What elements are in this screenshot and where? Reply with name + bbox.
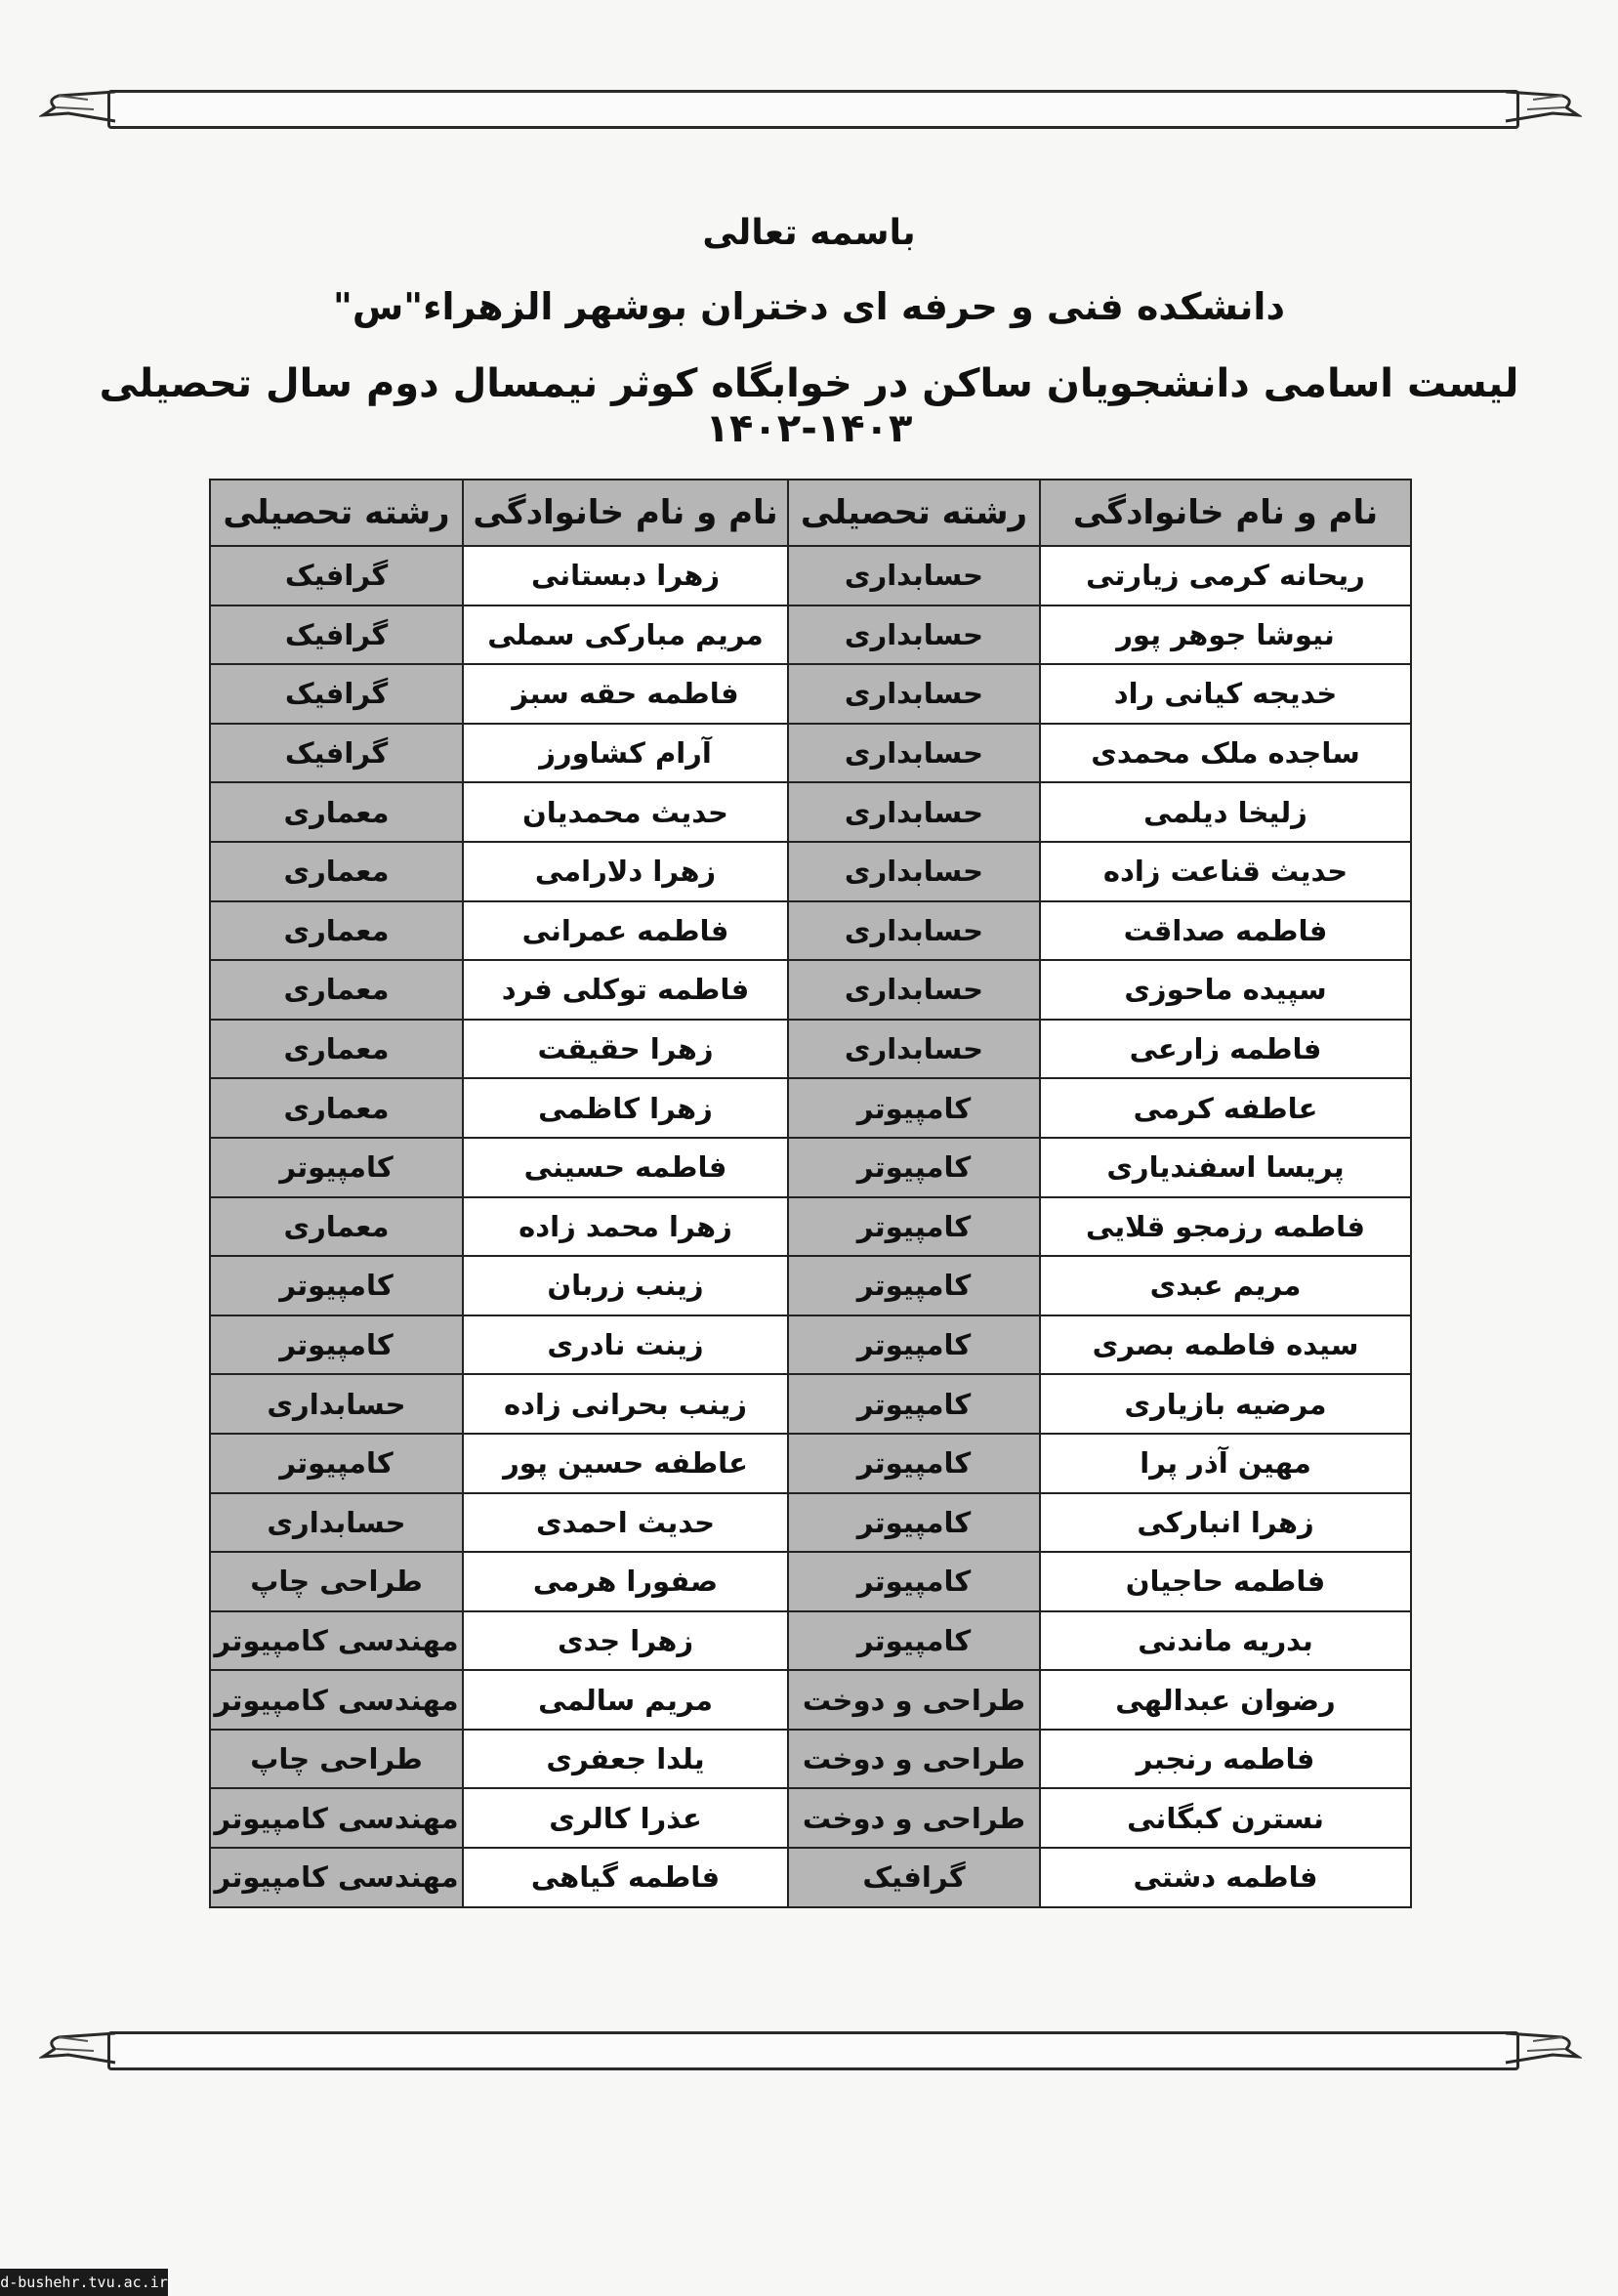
header-major-2: رشته تحصیلی xyxy=(210,480,463,546)
student-name: مریم مبارکی سملی xyxy=(463,605,788,665)
student-major: طراحی چاپ xyxy=(210,1552,463,1611)
table-row xyxy=(210,782,1411,842)
table-row xyxy=(210,1670,1411,1730)
table-row xyxy=(210,901,1411,961)
student-name: زهرا دبستانی xyxy=(463,546,788,605)
table-row xyxy=(210,1493,1411,1553)
student-name: زهرا جدی xyxy=(463,1611,788,1671)
student-major: کامپیوتر xyxy=(788,1493,1040,1553)
student-major: کامپیوتر xyxy=(788,1197,1040,1257)
student-major: مهندسی کامپیوتر xyxy=(210,1788,463,1848)
student-major: مهندسی کامپیوتر xyxy=(210,1670,463,1730)
table-row xyxy=(210,1434,1411,1493)
student-name: عاطفه حسین پور xyxy=(463,1434,788,1493)
student-name: فاطمه رنجبر xyxy=(1040,1730,1411,1789)
student-major: معماری xyxy=(210,782,463,842)
table-row xyxy=(210,605,1411,665)
student-name: مریم عبدی xyxy=(1040,1256,1411,1315)
student-name: مهین آذر پرا xyxy=(1040,1434,1411,1493)
student-major: طراحی و دوخت xyxy=(788,1730,1040,1789)
student-major: گرافیک xyxy=(788,1848,1040,1907)
student-name: حدیث احمدی xyxy=(463,1493,788,1553)
student-name: فاطمه عمرانی xyxy=(463,901,788,961)
student-name: زینب زربان xyxy=(463,1256,788,1315)
student-major: طراحی و دوخت xyxy=(788,1670,1040,1730)
student-major: کامپیوتر xyxy=(788,1315,1040,1375)
table-row xyxy=(210,1552,1411,1611)
student-name: عاطفه کرمی xyxy=(1040,1078,1411,1138)
student-major: حسابداری xyxy=(788,605,1040,665)
table-row xyxy=(210,724,1411,783)
table-row xyxy=(210,1730,1411,1789)
student-major: حسابداری xyxy=(788,901,1040,961)
student-major: کامپیوتر xyxy=(788,1552,1040,1611)
student-major: حسابداری xyxy=(210,1374,463,1434)
student-major: کامپیوتر xyxy=(788,1374,1040,1434)
table-row xyxy=(210,1848,1411,1907)
student-name: فاطمه دشتی xyxy=(1040,1848,1411,1907)
table-row xyxy=(210,1078,1411,1138)
student-major: کامپیوتر xyxy=(210,1315,463,1375)
table-row xyxy=(210,1138,1411,1197)
table-row xyxy=(210,1315,1411,1375)
student-major: حسابداری xyxy=(788,1020,1040,1079)
table-row xyxy=(210,1020,1411,1079)
table-row xyxy=(210,1256,1411,1315)
table-row xyxy=(210,664,1411,724)
student-major: حسابداری xyxy=(788,960,1040,1020)
student-major: حسابداری xyxy=(788,546,1040,605)
student-major: گرافیک xyxy=(210,546,463,605)
bottom-scroll-left-ornament xyxy=(39,2027,117,2072)
student-name: ساجده ملک محمدی xyxy=(1040,724,1411,783)
student-name: زهرا حقیقت xyxy=(463,1020,788,1079)
student-name: زلیخا دیلمی xyxy=(1040,782,1411,842)
student-name: خدیجه کیانی راد xyxy=(1040,664,1411,724)
student-major: حسابداری xyxy=(788,842,1040,901)
student-name: مرضیه بازیاری xyxy=(1040,1374,1411,1434)
student-name: زهرا دلارامی xyxy=(463,842,788,901)
student-major: گرافیک xyxy=(210,605,463,665)
table-row xyxy=(210,1788,1411,1848)
student-major: کامپیوتر xyxy=(210,1138,463,1197)
top-scroll-border xyxy=(107,90,1519,129)
student-name: یلدا جعفری xyxy=(463,1730,788,1789)
student-name: زینب بحرانی زاده xyxy=(463,1374,788,1434)
page-title: لیست اسامی دانشجویان ساکن در خوابگاه کوثر نیمسال دوم سال تحصیلی ۱۴۰۳-۱۴۰۲ xyxy=(99,361,1519,451)
student-major: کامپیوتر xyxy=(210,1256,463,1315)
student-major: حسابداری xyxy=(788,664,1040,724)
header-name-1: نام و نام خانوادگی xyxy=(1040,480,1411,546)
student-name: فاطمه حقه سبز xyxy=(463,664,788,724)
student-name: نیوشا جوهر پور xyxy=(1040,605,1411,665)
student-name: فاطمه صداقت xyxy=(1040,901,1411,961)
student-major: طراحی و دوخت xyxy=(788,1788,1040,1848)
student-name: فاطمه گیاهی xyxy=(463,1848,788,1907)
student-major: مهندسی کامپیوتر xyxy=(210,1848,463,1907)
student-name: فاطمه حسینی xyxy=(463,1138,788,1197)
student-major: معماری xyxy=(210,960,463,1020)
student-name: زهرا انبارکی xyxy=(1040,1493,1411,1553)
student-name: زینت نادری xyxy=(463,1315,788,1375)
student-name: سپیده ماحوزی xyxy=(1040,960,1411,1020)
dormitory-students-table xyxy=(209,479,1412,1908)
student-name: صفورا هرمی xyxy=(463,1552,788,1611)
student-name: فاطمه توکلی فرد xyxy=(463,960,788,1020)
student-name: پریسا اسفندیاری xyxy=(1040,1138,1411,1197)
table-row xyxy=(210,1611,1411,1671)
table-row xyxy=(210,1197,1411,1257)
table-row xyxy=(210,1374,1411,1434)
student-major: معماری xyxy=(210,1020,463,1079)
student-major: معماری xyxy=(210,842,463,901)
student-name: زهرا محمد زاده xyxy=(463,1197,788,1257)
student-name: آرام کشاورز xyxy=(463,724,788,783)
header-invocation: باسمه تعالی xyxy=(702,213,916,253)
header-college-name: دانشکده فنی و حرفه ای دختران بوشهر الزهراء"س" xyxy=(333,285,1285,328)
student-name: نسترن کبگانی xyxy=(1040,1788,1411,1848)
table-header-row xyxy=(210,480,1411,546)
table-row xyxy=(210,960,1411,1020)
student-major: حسابداری xyxy=(788,782,1040,842)
student-major: کامپیوتر xyxy=(210,1434,463,1493)
student-name: سیده فاطمه بصری xyxy=(1040,1315,1411,1375)
student-name: فاطمه رزمجو قلایی xyxy=(1040,1197,1411,1257)
student-major: کامپیوتر xyxy=(788,1611,1040,1671)
website-stamp: d-bushehr.tvu.ac.ir xyxy=(0,2269,168,2296)
student-major: طراحی چاپ xyxy=(210,1730,463,1789)
student-major: معماری xyxy=(210,901,463,961)
header-name-2: نام و نام خانوادگی xyxy=(463,480,788,546)
student-name: مریم سالمی xyxy=(463,1670,788,1730)
student-major: حسابداری xyxy=(788,724,1040,783)
student-name: حدیث محمدیان xyxy=(463,782,788,842)
table-row xyxy=(210,842,1411,901)
student-major: کامپیوتر xyxy=(788,1256,1040,1315)
student-name: ریحانه کرمی زیارتی xyxy=(1040,546,1411,605)
student-major: مهندسی کامپیوتر xyxy=(210,1611,463,1671)
student-major: معماری xyxy=(210,1197,463,1257)
top-scroll-right-ornament xyxy=(1504,86,1582,131)
student-name: عذرا کالری xyxy=(463,1788,788,1848)
header-major-1: رشته تحصیلی xyxy=(788,480,1040,546)
student-major: حسابداری xyxy=(210,1493,463,1553)
student-name: فاطمه حاجیان xyxy=(1040,1552,1411,1611)
student-major: گرافیک xyxy=(210,724,463,783)
student-major: معماری xyxy=(210,1078,463,1138)
student-name: فاطمه زارعی xyxy=(1040,1020,1411,1079)
table-row xyxy=(210,546,1411,605)
student-major: کامپیوتر xyxy=(788,1078,1040,1138)
student-major: کامپیوتر xyxy=(788,1434,1040,1493)
student-name: زهرا کاظمی xyxy=(463,1078,788,1138)
student-name: حدیث قناعت زاده xyxy=(1040,842,1411,901)
student-name: رضوان عبدالهی xyxy=(1040,1670,1411,1730)
bottom-scroll-border xyxy=(107,2031,1519,2070)
bottom-scroll-right-ornament xyxy=(1504,2027,1582,2072)
student-major: کامپیوتر xyxy=(788,1138,1040,1197)
student-name: بدریه ماندنی xyxy=(1040,1611,1411,1671)
top-scroll-left-ornament xyxy=(39,86,117,131)
student-major: گرافیک xyxy=(210,664,463,724)
